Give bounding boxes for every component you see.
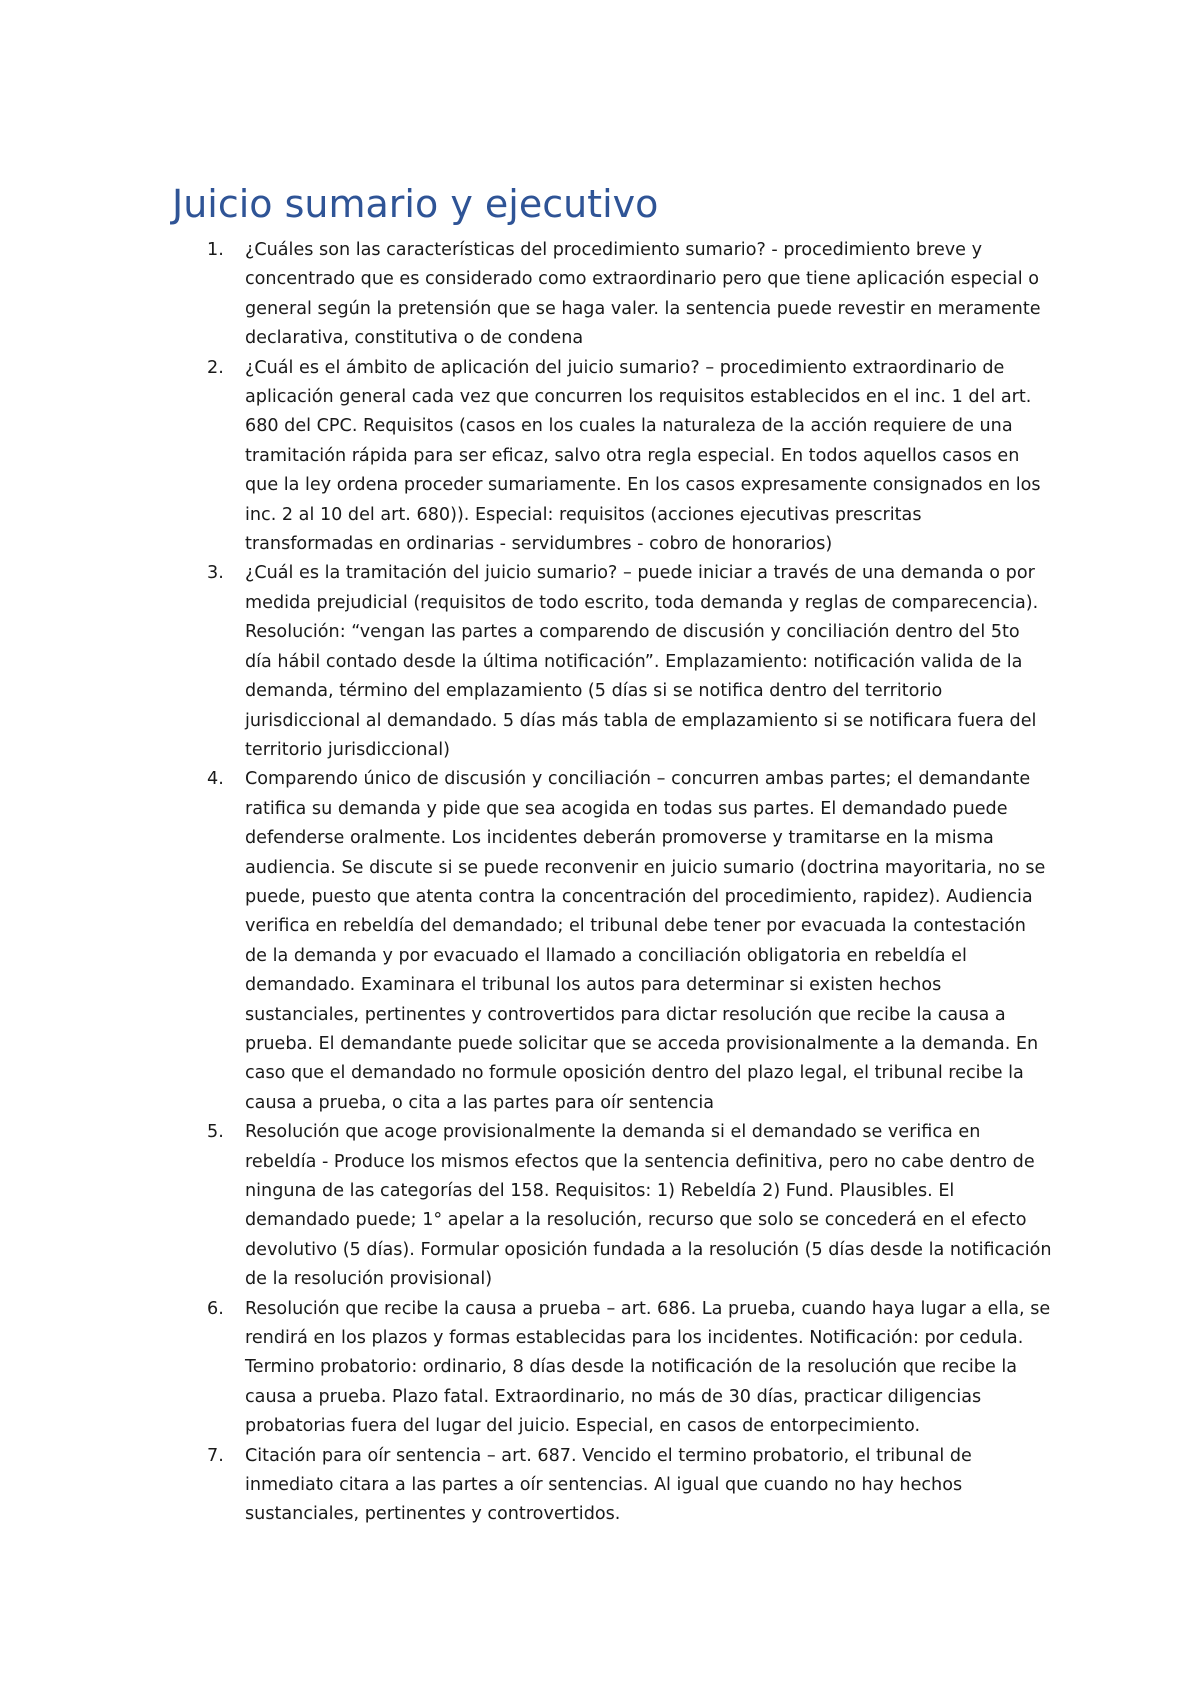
list-item [172,236,1052,354]
list-item-text: Citación para oír sentencia – art. 687. Vencido el termino probatorio, el tribunal de inmediato citara a las partes a oír sentencias. Al igual que cuando no hay hechos sustanciales, pertinentes y controvertidos. [245,1445,972,1525]
list-item-text: Resolución que acoge provisionalmente la demanda si el demandado se verifica en rebeldía - Produce los mismos efectos que la sentencia definitiva, pero no cabe dentro de ninguna de las categorías del 158. Requisitos: 1) Rebeldía 2) Fund. Plausibles. El demandado puede; 1° apelar a la resolución, recurso que solo se concederá en el efecto devolutivo (5 días). Formular oposición fundada a la resolución (5 días desde la notificación de la resolución provisional) [245,1122,1052,1290]
list-item-number: 4. [207,769,224,790]
document-content [172,178,1052,1530]
list-item-text: Comparendo único de discusión y conciliación – concurren ambas partes; el demandante ratifica su demanda y pide que sea acogida en todas sus partes. El demandado puede defenderse oralmente. Los incidentes deberán promoverse y tramitarse en la misma audiencia. Se discute si se puede reconvenir en juicio sumario (doctrina mayoritaria, no se puede, puesto que atenta contra la concentración del procedimiento, rapidez). Audiencia verifica en rebeldía del demandado; el tribunal debe tener por evacuada la contestación de la demanda y por evacuado el llamado a conciliación obligatoria en rebeldía el demandado. Examinara el tribunal los autos para determinar si existen hechos sustanciales, pertinentes y controvertidos para dictar resolución que recibe la causa a prueba. El demandante puede solicitar que se acceda provisionalmente a la demanda. En caso que el demandado no formule oposición dentro del plazo legal, el tribunal recibe la causa a prueba, o cita a las partes para oír sentencia [245,769,1046,1113]
list-item-number: 1. [207,240,224,260]
list-item-number: 5. [207,1122,224,1143]
list-item-text: Resolución que recibe la causa a prueba – art. 686. La prueba, cuando haya lugar a ella, se rendirá en los plazos y formas establecidas para los incidentes. Notificación: por cedula. Termino probatorio: ordinario, 8 días desde la notificación de la resolución que recibe la causa a prueba. Plazo fatal. Extraordinario, no más de 30 días, practicar diligencias probatorias fuera del lugar del juicio. Especial, en casos de entorpecimiento. [245,1298,1051,1437]
list-item-text: ¿Cuál es la tramitación del juicio sumario? – puede iniciar a través de una demanda o por medida prejudicial (requisitos de todo escrito, toda demanda y reglas de comparecencia). Resolución: “vengan las partes a comparendo de discusión y conciliación dentro del 5to día hábil contado desde la última notificación”. Emplazamiento: notificación valida de la demanda, término del emplazamiento (5 días si se notifica dentro del territorio jurisdiccional al demandado. 5 días más tabla de emplazamiento si se notificara fuera del territorio jurisdiccional) [245,563,1039,760]
list-item-text: ¿Cuáles son las características del procedimiento sumario? - procedimiento breve y concentrado que es considerado como extraordinario pero que tiene aplicación especial o general según la pretensión que se haga valer. la sentencia puede revestir en meramente declarativa, constitutiva o de condena [245,240,1041,349]
list-item [172,1118,1052,1294]
document-title: Juicio sumario y ejecutivo [172,182,659,226]
list-item-text: ¿Cuál es el ámbito de aplicación del juicio sumario? – procedimiento extraordinario de aplicación general cada vez que concurren los requisitos establecidos en el inc. 1 del art. 680 del CPC. Requisitos (casos en los cuales la naturaleza de la acción requiere de una tramitación rápida para ser eficaz, salvo otra regla especial. En todos aquellos casos en que la ley ordena proceder sumariamente. En los casos expresamente consignados en los inc. 2 al 10 del art. 680)). Especial: requisitos (acciones ejecutivas prescritas transformadas en ordinarias - servidumbres - cobro de honorarios) [245,357,1041,555]
list-item [172,1295,1052,1442]
list-item-number: 7. [207,1445,224,1466]
list-item-number: 2. [207,357,224,378]
list-item [172,559,1052,765]
list-item [172,1442,1052,1530]
list-item-number: 3. [207,563,224,584]
list-item-number: 6. [207,1298,224,1319]
list-item [172,354,1052,560]
list-item [172,765,1052,1118]
question-list [172,236,1052,1530]
